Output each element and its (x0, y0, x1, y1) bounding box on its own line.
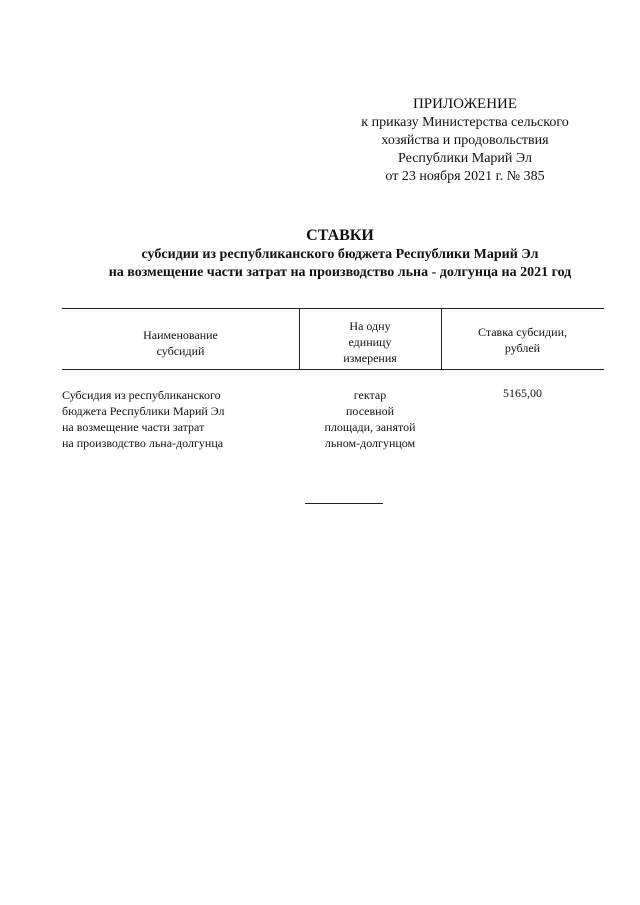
row-unit-line: гектар (353, 388, 387, 402)
header-name-line: субсидий (156, 344, 205, 358)
table-header-bottom-border (62, 369, 604, 370)
document-subtitle-line: на возмещение части затрат на производство льна - долгунца на 2021 год (108, 265, 572, 280)
row-unit-line: льном-долгунцом (324, 436, 416, 450)
document-subtitle-line: субсидии из республиканского бюджета Республики Марий Эл (141, 247, 539, 262)
document-title-block (40, 226, 640, 282)
end-separator-line (305, 503, 383, 504)
header-unit-line: единицу (348, 335, 392, 349)
header-rate (441, 324, 604, 356)
document-title: СТАВКИ (306, 227, 374, 244)
header-unit-line: На одну (349, 319, 391, 333)
table-top-border (62, 308, 604, 309)
header-name-line: Наименование (143, 328, 218, 342)
appendix-block (340, 95, 590, 186)
header-rate-line: рублей (504, 341, 541, 355)
appendix-line: Республики Марий Эл (398, 151, 532, 166)
header-rate-line: Ставка субсидии, (477, 325, 567, 339)
header-unit (299, 318, 441, 366)
row-name-line: Субсидия из республиканского (62, 388, 221, 402)
row-unit-line: площади, занятой (324, 420, 416, 434)
table-row-unit (299, 387, 441, 451)
table-row-rate: 5165,00 (503, 386, 542, 400)
row-name-line: на возмещение части затрат (62, 420, 205, 434)
appendix-line: к приказу Министерства сельского (361, 115, 569, 130)
row-name-line: на производство льна-долгунца (62, 436, 224, 450)
appendix-line: хозяйства и продовольствия (381, 133, 549, 148)
row-name-line: бюджета Республики Марий Эл (62, 404, 225, 418)
header-name (62, 327, 299, 359)
appendix-line: от 23 ноября 2021 г. № 385 (385, 169, 545, 184)
table-row-name (62, 387, 299, 451)
header-unit-line: измерения (343, 351, 397, 365)
appendix-heading: ПРИЛОЖЕНИЕ (412, 96, 518, 112)
row-unit-line: посевной (345, 404, 395, 418)
